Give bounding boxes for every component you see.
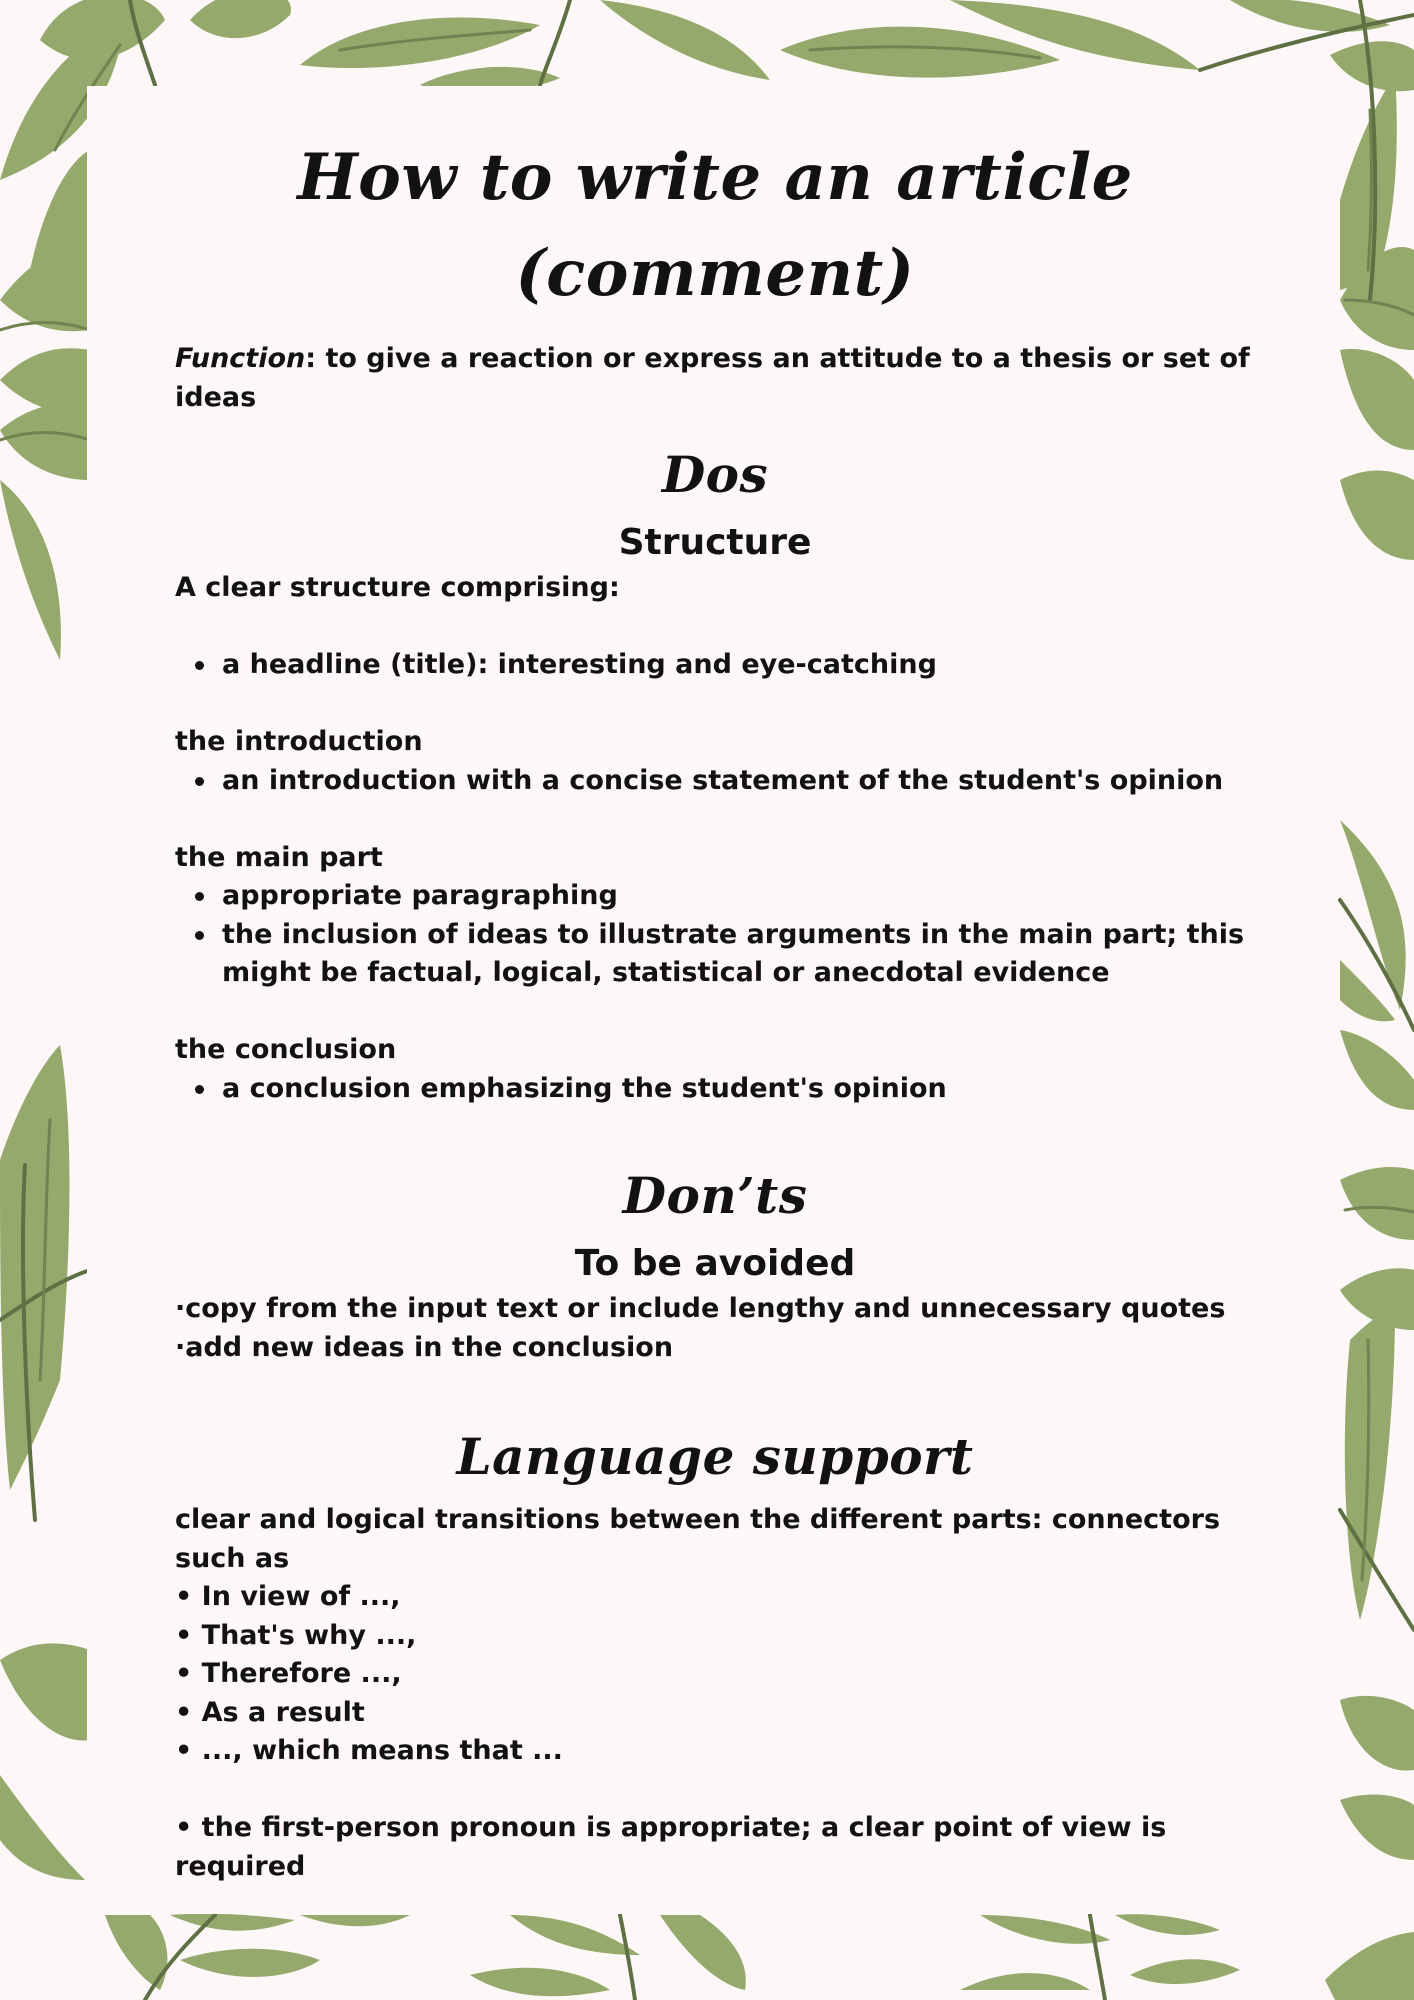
dos-heading: Dos: [661, 445, 769, 504]
leaf: [660, 1915, 746, 1990]
introduction-list: [175, 762, 1255, 801]
function-text: : to give a reaction or express an attitude to a thesis or set of ideas: [175, 343, 1250, 413]
leaf: [1340, 1795, 1414, 1860]
final-note: • the first-person pronoun is appropriate; a clear point of view is required: [175, 1812, 1167, 1882]
list-item: the inclusion of ideas to illustrate arguments in the main part; this might be factual, logical, statistical or anecdotal evidence: [175, 916, 1255, 993]
leaf: [300, 18, 540, 68]
connector-item: • Therefore ...,: [175, 1658, 402, 1689]
leaf: [780, 27, 1060, 78]
donts-heading: Don’ts: [622, 1166, 808, 1225]
leaf: [1130, 1959, 1240, 1984]
leaf: [1340, 1167, 1414, 1240]
structure-intro: A clear structure comprising:: [175, 572, 620, 603]
function-line: [175, 340, 1255, 417]
connector-item: • As a result: [175, 1696, 365, 1728]
leaf: [1340, 1030, 1414, 1110]
leaf: [180, 1949, 320, 1977]
leaf: [300, 1915, 410, 1926]
leaf: [0, 245, 90, 331]
connector-item: • In view of ...,: [175, 1581, 401, 1612]
page-title: How to write an article (comment): [297, 140, 1133, 311]
language-intro: clear and logical transitions between the different parts: connectors such as: [175, 1504, 1221, 1574]
connector-item: • That's why ...,: [175, 1619, 417, 1651]
leaf: [0, 1643, 90, 1740]
leaf: [1340, 471, 1414, 560]
connector-item: • ..., which means that ...: [175, 1735, 563, 1766]
leaf: [0, 1045, 69, 1490]
leaf: [1340, 349, 1414, 450]
leaf: [470, 1968, 610, 1996]
main-part-list: [175, 877, 1255, 993]
leaf: [600, 0, 770, 80]
leaf: [1345, 1310, 1395, 1620]
leaf: [1325, 1932, 1414, 2000]
main-part-label: the main part: [175, 841, 383, 873]
language-support-heading: Language support: [456, 1427, 974, 1486]
list-item: a headline (title): interesting and eye-catching: [175, 646, 1255, 685]
avoid-item: ·copy from the input text or include lengthy and unnecessary quotes: [175, 1293, 1226, 1324]
leaf: [170, 1914, 295, 1931]
conclusion-list: [175, 1070, 1255, 1109]
list-item: a conclusion emphasizing the student's opinion: [175, 1070, 1255, 1109]
list-item: appropriate paragraphing: [175, 877, 1255, 916]
leaf: [1340, 1696, 1414, 1771]
leaf: [0, 480, 61, 660]
structure-subheading: Structure: [618, 522, 812, 563]
avoided-subheading: To be avoided: [574, 1243, 856, 1284]
leaf: [0, 403, 90, 480]
headline-list: [175, 646, 1255, 685]
leaf: [960, 1973, 1090, 1990]
leaf: [190, 0, 291, 38]
introduction-label: the introduction: [175, 726, 423, 757]
list-item: an introduction with a concise statement of the student's opinion: [175, 762, 1255, 801]
leaf: [0, 1775, 85, 1880]
leaf: [1115, 1914, 1220, 1935]
conclusion-label: the conclusion: [175, 1034, 397, 1065]
avoid-item: ·add new ideas in the conclusion: [175, 1331, 674, 1363]
article-guide: [175, 130, 1255, 1886]
function-label: Function: [175, 343, 306, 374]
